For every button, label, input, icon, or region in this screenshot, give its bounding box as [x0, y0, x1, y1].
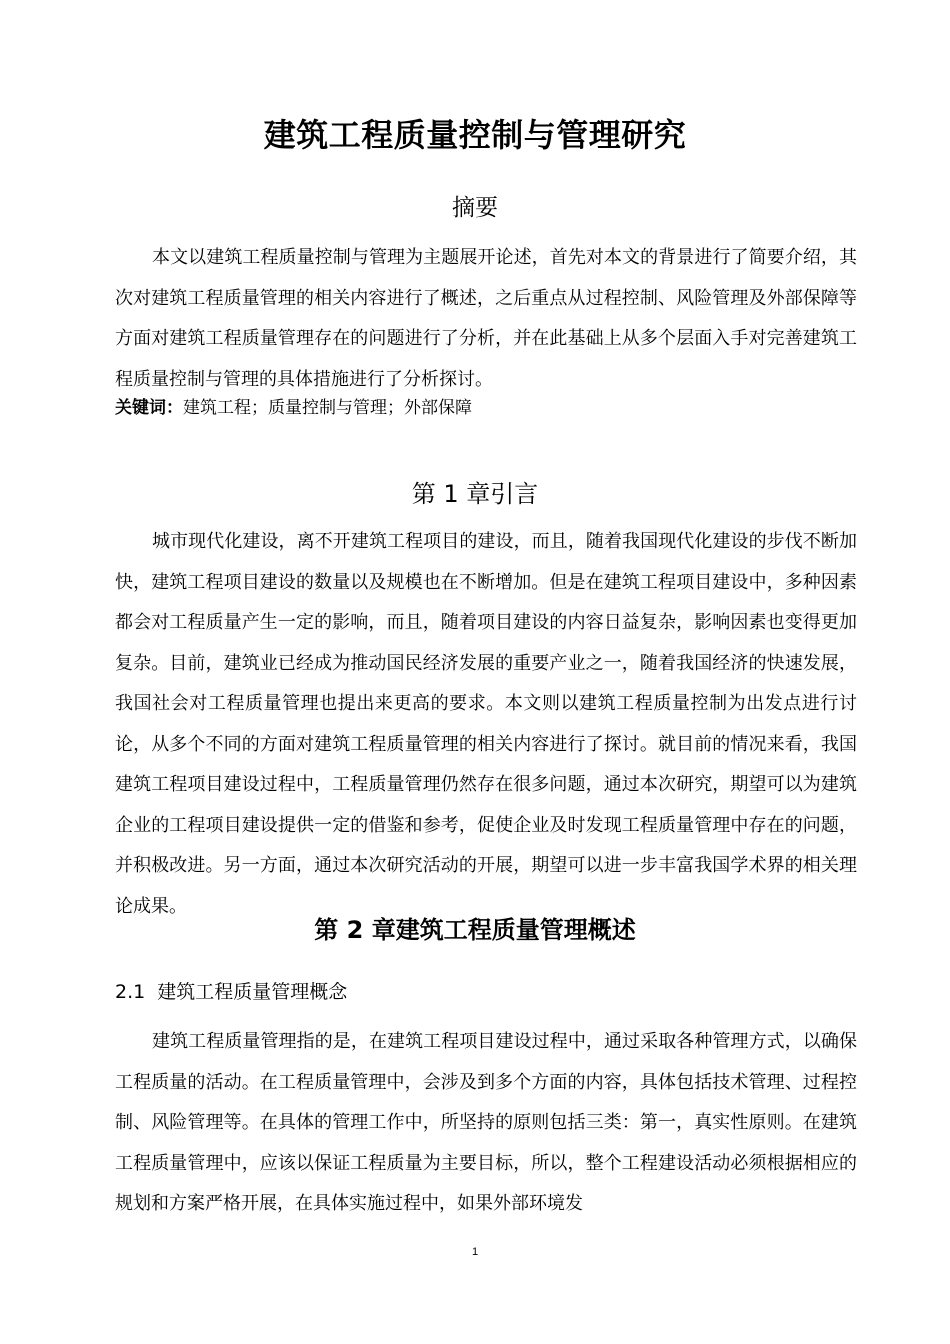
abstract-heading: 摘要 [452, 195, 498, 221]
chapter-2-heading: 第 2 章建筑工程质量管理概述 [314, 916, 636, 944]
chapter-1-heading: 第 1 章引言 [411, 480, 539, 508]
section-2-1-number: 2.1 [115, 981, 146, 1003]
keywords-label: 关键词： [115, 398, 183, 418]
section-2-1-heading [115, 974, 347, 1010]
section-2-1-paragraph: 建筑工程质量管理指的是，在建筑工程项目建设过程中，通过采取各种管理方式，以确保工程质量的活动。在工程质量管理中，会涉及到多个方面的内容，具体包括技术管理、过程控制、风险管理等。在具体的管理工作中，所坚持的原则包括三类：第一，真实性原则。在建筑工程质量管理中，应该以保证工程质量为主要目标，所以，整个工程建设活动必须根据相应的规划和方案严格开展，在具体实施过程中，如果外部环境发 [115, 1031, 857, 1214]
abstract-paragraph: 本文以建筑工程质量控制与管理为主题展开论述，首先对本文的背景进行了简要介绍，其次对建筑工程质量管理的相关内容进行了概述，之后重点从过程控制、风险管理及外部保障等方面对建筑工程质量管理存在的问题进行了分析，并在此基础上从多个层面入手对完善建筑工程质量控制与管理的具体措施进行了分析探讨。 [115, 247, 857, 390]
keywords-text: 建筑工程；质量控制与管理；外部保障 [183, 398, 472, 418]
document-title: 建筑工程质量控制与管理研究 [263, 116, 687, 154]
section-2-1-title: 建筑工程质量管理概念 [157, 981, 348, 1003]
chapter-1-paragraph: 城市现代化建设，离不开建筑工程项目的建设，而且，随着我国现代化建设的步伐不断加快，建筑工程项目建设的数量以及规模也在不断增加。但是在建筑工程项目建设中，多种因素都会对工程质量产生一定的影响，而且，随着项目建设的内容日益复杂，影响因素也变得更加复杂。目前，建筑业已经成为推动国民经济发展的重要产业之一，随着我国经济的快速发展，我国社会对工程质量管理也提出来更高的要求。本文则以建筑工程质量控制为出发点进行讨论，从多个不同的方面对建筑工程质量管理的相关内容进行了探讨。就目前的情况来看，我国建筑工程项目建设过程中，工程质量管理仍然存在很多问题，通过本次研究，期望可以为建筑企业的工程项目建设提供一定的借鉴和参考，促使企业及时发现工程质量管理中存在的问题，并积极改进。另一方面，通过本次研究活动的开展，期望可以进一步丰富我国学术界的相关理论成果。 [115, 531, 857, 917]
keywords-line [115, 390, 857, 426]
page-number: 1 [471, 1246, 479, 1258]
